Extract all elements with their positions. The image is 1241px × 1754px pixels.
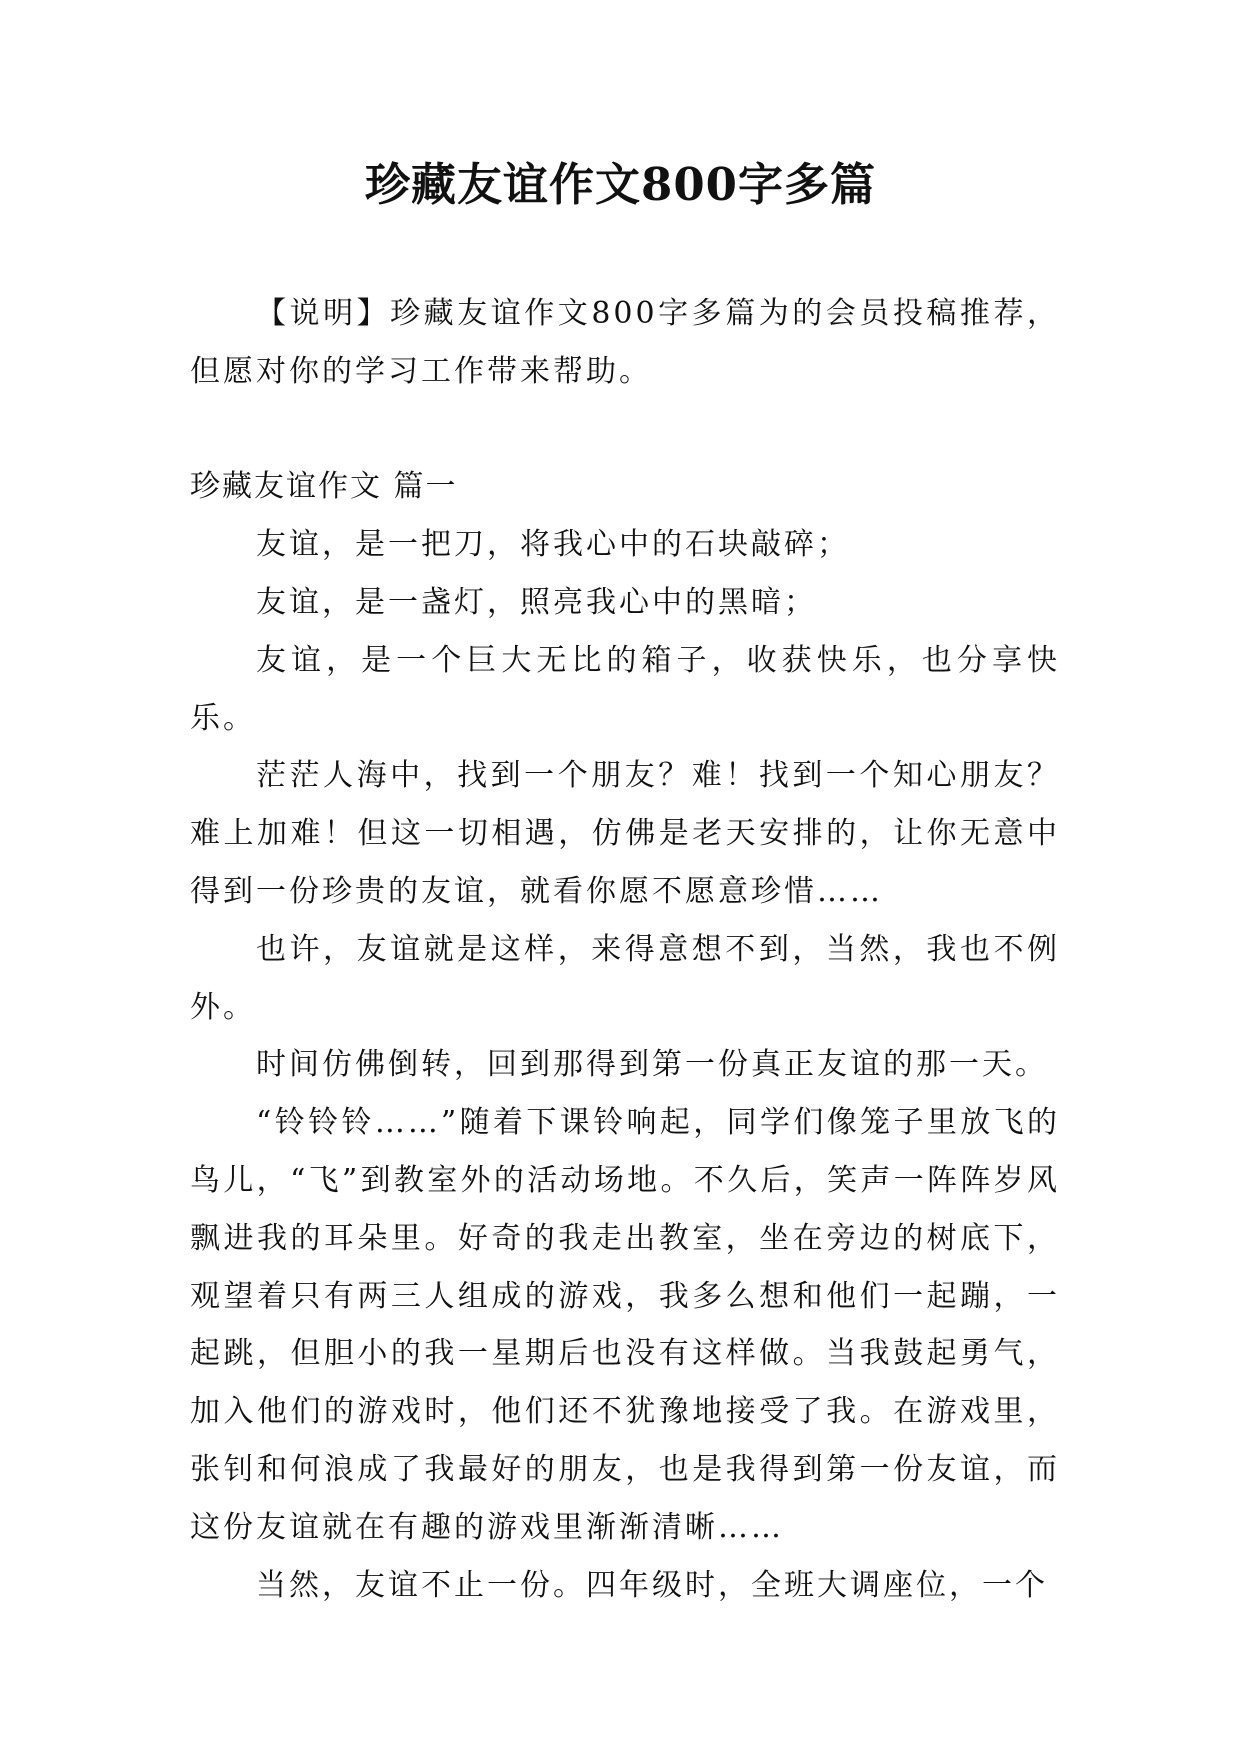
paragraph: 友谊，是一把刀，将我心中的石块敲碎； bbox=[256, 527, 850, 563]
document-body bbox=[190, 285, 1060, 1614]
intro-paragraph: 【说明】珍藏友谊作文800字多篇为的会员投稿推荐，但愿对你的学习工作带来帮助。 bbox=[190, 296, 1060, 389]
paragraph: 茫茫人海中，找到一个朋友？难！找到一个知心朋友？难上加难！但这一切相遇，仿佛是老天安排的，让你无意中得到一份珍贵的友谊，就看你愿不愿意珍惜…… bbox=[190, 758, 1060, 909]
paragraph: 友谊，是一盏灯，照亮我心中的黑暗； bbox=[256, 584, 817, 620]
blank-line bbox=[190, 401, 1060, 459]
paragraph: 时间仿佛倒转，回到那得到第一份真正友谊的那一天。 bbox=[256, 1047, 1048, 1083]
paragraph: 友谊，是一个巨大无比的箱子，收获快乐，也分享快乐。 bbox=[190, 642, 1060, 736]
document-title: 珍藏友谊作文800字多篇 bbox=[365, 158, 876, 211]
section-heading: 珍藏友谊作文 篇一 bbox=[190, 469, 458, 505]
paragraph: “铃铃铃……”随着下课铃响起，同学们像笼子里放飞的鸟儿，“飞”到教室外的活动场地。不久后，笑声一阵阵岁风飘进我的耳朵里。好奇的我走出教室，坐在旁边的树底下，观望着只有两三人组成的游戏，我多么想和他们一起蹦，一起跳，但胆小的我一星期后也没有这样做。当我鼓起勇气，加入他们的游戏时，他们还不犹豫地接受了我。在游戏里，张钊和何浪成了我最好的朋友，也是我得到第一份友谊，而这份友谊就在有趣的游戏里渐渐清晰…… bbox=[190, 1105, 1060, 1545]
paragraph: 也许，友谊就是这样，来得意想不到，当然，我也不例外。 bbox=[190, 931, 1060, 1025]
paragraph: 当然，友谊不止一份。四年级时，全班大调座位，一个 bbox=[256, 1567, 1048, 1603]
